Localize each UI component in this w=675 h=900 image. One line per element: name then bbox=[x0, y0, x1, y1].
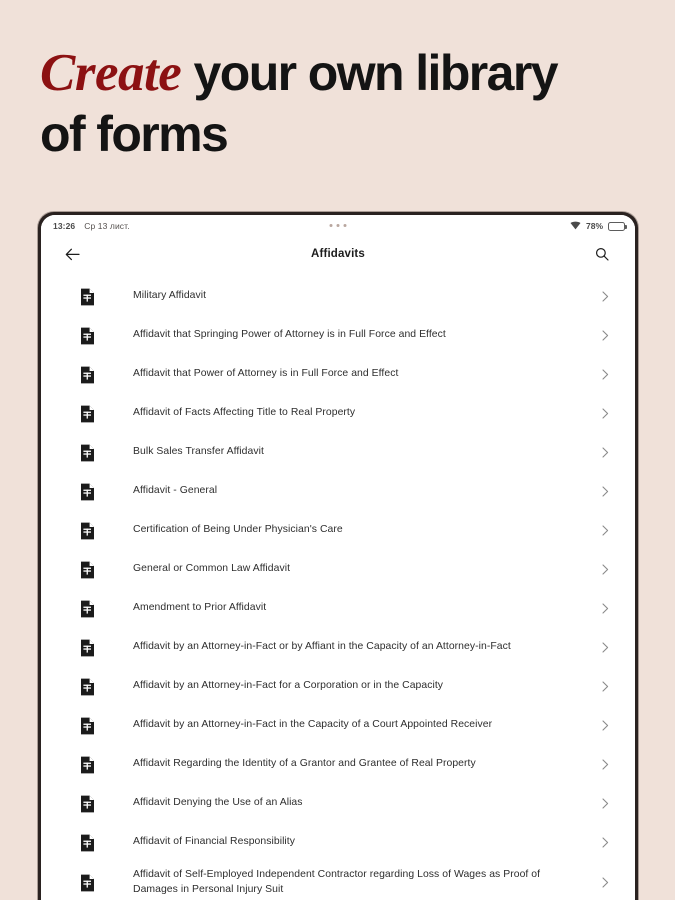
chevron-right-icon bbox=[599, 486, 611, 498]
status-bar-left bbox=[53, 221, 130, 231]
document-icon bbox=[79, 833, 96, 852]
list-item-label: Affidavit Regarding the Identity of a Grantor and Grantee of Real Property bbox=[133, 758, 476, 770]
chevron-right-icon bbox=[599, 369, 611, 381]
headline-rest: your own library bbox=[181, 45, 557, 101]
chevron-right-icon bbox=[599, 525, 611, 537]
chevron-right-icon bbox=[599, 837, 611, 849]
list-item[interactable] bbox=[41, 823, 635, 862]
chevron-right-icon bbox=[599, 681, 611, 693]
document-icon bbox=[79, 326, 96, 345]
list-item-label: General or Common Law Affidavit bbox=[133, 563, 291, 575]
list-item-label: Affidavit Denying the Use of an Alias bbox=[133, 797, 303, 809]
chevron-right-icon bbox=[599, 642, 611, 654]
list-item-label: Affidavit - General bbox=[133, 485, 218, 497]
tablet-screen bbox=[41, 215, 635, 900]
document-icon bbox=[79, 755, 96, 774]
list-item[interactable] bbox=[41, 628, 635, 667]
search-icon bbox=[595, 247, 609, 261]
list-item[interactable] bbox=[41, 472, 635, 511]
chevron-right-icon bbox=[599, 603, 611, 615]
document-icon bbox=[79, 521, 96, 540]
document-icon bbox=[79, 404, 96, 423]
camera-dots bbox=[330, 224, 347, 227]
tablet-frame bbox=[38, 212, 638, 900]
list-item[interactable] bbox=[41, 316, 635, 355]
chevron-right-icon bbox=[599, 408, 611, 420]
list-item[interactable] bbox=[41, 745, 635, 784]
document-icon bbox=[79, 638, 96, 657]
wifi-icon bbox=[570, 217, 581, 235]
battery-percent: 78% bbox=[585, 221, 603, 231]
list-item-label: Affidavit by an Attorney-in-Fact or by Affiant in the Capacity of an Attorney-in-Fact bbox=[133, 641, 511, 653]
list-item[interactable] bbox=[41, 511, 635, 550]
list-item[interactable] bbox=[41, 277, 635, 316]
chevron-right-icon bbox=[599, 330, 611, 342]
list-item[interactable] bbox=[41, 706, 635, 745]
list-item-label: Affidavit of Facts Affecting Title to Real Property bbox=[133, 407, 356, 419]
document-icon bbox=[79, 716, 96, 735]
list-item[interactable] bbox=[41, 784, 635, 823]
list-item-label: Affidavit of Self-Employed Independent Contractor regarding Loss of Wages as Proof of Damages in Personal Injury Suit bbox=[133, 869, 541, 895]
back-button[interactable] bbox=[61, 243, 83, 265]
list-item[interactable] bbox=[41, 862, 635, 900]
search-button[interactable] bbox=[591, 243, 613, 265]
list-item[interactable] bbox=[41, 394, 635, 433]
battery-icon bbox=[608, 222, 625, 231]
document-icon bbox=[79, 677, 96, 696]
list-item[interactable] bbox=[41, 550, 635, 589]
chevron-right-icon bbox=[599, 291, 611, 303]
chevron-right-icon bbox=[599, 877, 611, 889]
arrow-left-icon bbox=[65, 248, 80, 261]
chevron-right-icon bbox=[599, 564, 611, 576]
document-icon bbox=[79, 287, 96, 306]
document-icon bbox=[79, 443, 96, 462]
nav-bar bbox=[41, 237, 635, 271]
status-date: Ср 13 лист. bbox=[84, 221, 130, 231]
document-icon bbox=[79, 794, 96, 813]
document-icon bbox=[79, 599, 96, 618]
list-item[interactable] bbox=[41, 589, 635, 628]
headline bbox=[40, 46, 640, 160]
list-item-label: Affidavit by an Attorney-in-Fact in the Capacity of a Court Appointed Receiver bbox=[133, 719, 493, 731]
chevron-right-icon bbox=[599, 720, 611, 732]
status-bar-right bbox=[570, 217, 625, 235]
list-item-label: Affidavit by an Attorney-in-Fact for a Corporation or in the Capacity bbox=[133, 680, 444, 692]
list-item-label: Amendment to Prior Affidavit bbox=[133, 602, 267, 614]
list-item-label: Certification of Being Under Physician's Care bbox=[133, 524, 343, 536]
headline-line-1 bbox=[40, 46, 640, 101]
list-item[interactable] bbox=[41, 667, 635, 706]
affidavit-list bbox=[41, 271, 635, 900]
list-item-label: Bulk Sales Transfer Affidavit bbox=[133, 446, 264, 458]
document-icon bbox=[79, 482, 96, 501]
document-icon bbox=[79, 560, 96, 579]
chevron-right-icon bbox=[599, 447, 611, 459]
chevron-right-icon bbox=[599, 798, 611, 810]
chevron-right-icon bbox=[599, 759, 611, 771]
headline-line-2: of forms bbox=[40, 105, 228, 162]
status-bar bbox=[41, 215, 635, 237]
list-item-label: Affidavit of Financial Responsibility bbox=[133, 836, 296, 848]
status-time: 13:26 bbox=[53, 221, 76, 231]
list-item-label: Military Affidavit bbox=[133, 290, 207, 302]
list-item[interactable] bbox=[41, 355, 635, 394]
document-icon bbox=[79, 873, 96, 892]
document-icon bbox=[79, 365, 96, 384]
list-item-label: Affidavit that Power of Attorney is in Full Force and Effect bbox=[133, 368, 399, 380]
headline-emphasis: Create bbox=[40, 44, 182, 102]
list-item[interactable] bbox=[41, 433, 635, 472]
list-item-label: Affidavit that Springing Power of Attorney is in Full Force and Effect bbox=[133, 329, 446, 341]
page-title: Affidavits bbox=[311, 248, 365, 260]
